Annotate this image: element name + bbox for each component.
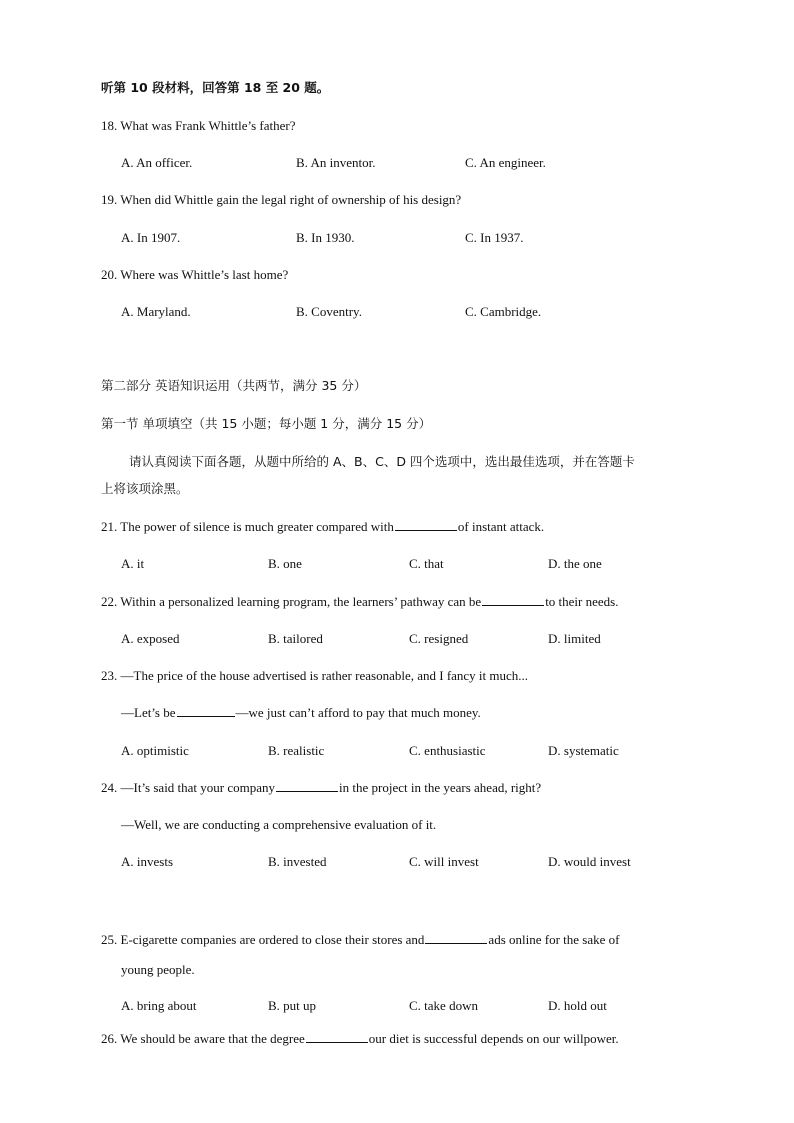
instructions-line2: 上将该项涂黑。 (101, 481, 189, 496)
question-20-stem: 20. Where was Whittle’s last home? (101, 267, 289, 282)
question-26-stem-before: 26. We should be aware that the degree (101, 1031, 305, 1046)
question-24-line2: —Well, we are conducting a comprehensive evaluation of it. (121, 817, 437, 832)
question-19-option-a: A. In 1907. (121, 230, 181, 245)
question-23-option-c: C. enthusiastic (409, 743, 486, 758)
question-22-option-d: D. limited (548, 631, 601, 646)
question-21-stem (101, 518, 544, 536)
question-24-line1 (101, 779, 541, 797)
question-24-option-d: D. would invest (548, 854, 631, 869)
question-25-option-b: B. put up (268, 998, 317, 1013)
question-22-stem-after: to their needs. (545, 594, 619, 609)
answer-blank (395, 518, 457, 531)
question-21-stem-before: 21. The power of silence is much greater compared with (101, 519, 394, 534)
question-18-option-a: A. An officer. (121, 155, 193, 170)
question-23-line2-before: —Let’s be (121, 705, 176, 720)
question-20-option-c: C. Cambridge. (465, 304, 542, 319)
question-22-stem-before: 22. Within a personalized learning program, the learners’ pathway can be (101, 594, 482, 609)
question-25-option-a: A. bring about (121, 998, 197, 1013)
answer-blank (177, 704, 235, 717)
question-25-option-d: D. hold out (548, 998, 607, 1013)
question-24-option-a: A. invests (121, 854, 173, 869)
answer-blank (276, 779, 338, 792)
question-23-line2-after: —we just can’t afford to pay that much money. (235, 705, 481, 720)
question-20-option-a: A. Maryland. (121, 304, 191, 319)
question-26-stem (101, 1030, 619, 1048)
question-18-option-b: B. An inventor. (296, 155, 376, 170)
question-21-option-b: B. one (268, 556, 302, 571)
question-22-option-b: B. tailored (268, 631, 323, 646)
question-22-option-a: A. exposed (121, 631, 180, 646)
section-heading-listening: 听第 10 段材料，回答第 18 至 20 题。 (101, 80, 330, 95)
question-24-line1-before: 24. —It’s said that your company (101, 780, 276, 795)
question-25-line2: young people. (121, 962, 195, 977)
question-23-option-a: A. optimistic (121, 743, 189, 758)
question-24-option-c: C. will invest (409, 854, 479, 869)
question-18-stem: 18. What was Frank Whittle’s father? (101, 118, 296, 133)
question-18-option-c: C. An engineer. (465, 155, 546, 170)
question-24-line1-after: in the project in the years ahead, right? (339, 780, 542, 795)
question-22-stem (101, 593, 618, 611)
part2-title: 第二部分 英语知识运用（共两节，满分 35 分） (101, 378, 367, 393)
question-25-line1 (101, 931, 619, 949)
question-23-option-b: B. realistic (268, 743, 325, 758)
question-21-stem-after: of instant attack. (457, 519, 545, 534)
question-21-option-d: D. the one (548, 556, 602, 571)
question-21-option-a: A. it (121, 556, 145, 571)
answer-blank (306, 1030, 368, 1043)
instructions-line1: 请认真阅读下面各题，从题中所给的 A、B、C、D 四个选项中，选出最佳选项，并在答题卡 (129, 454, 635, 469)
question-25-line1-after: ads online for the sake of (488, 932, 620, 947)
question-21-option-c: C. that (409, 556, 444, 571)
question-23-line2 (121, 704, 481, 722)
question-25-line1-before: 25. E-cigarette companies are ordered to close their stores and (101, 932, 425, 947)
question-23-option-d: D. systematic (548, 743, 619, 758)
question-26-stem-after: our diet is successful depends on our willpower. (368, 1031, 619, 1046)
question-22-option-c: C. resigned (409, 631, 469, 646)
answer-blank (482, 593, 544, 606)
section1-title: 第一节 单项填空（共 15 小题；每小题 1 分，满分 15 分） (101, 416, 432, 431)
question-19-option-c: C. In 1937. (465, 230, 524, 245)
question-25-option-c: C. take down (409, 998, 478, 1013)
question-23-line1: 23. —The price of the house advertised is rather reasonable, and I fancy it much... (101, 668, 529, 683)
question-19-stem: 19. When did Whittle gain the legal right of ownership of his design? (101, 192, 462, 207)
question-19-option-b: B. In 1930. (296, 230, 355, 245)
answer-blank (425, 931, 487, 944)
question-24-option-b: B. invested (268, 854, 327, 869)
question-20-option-b: B. Coventry. (296, 304, 362, 319)
